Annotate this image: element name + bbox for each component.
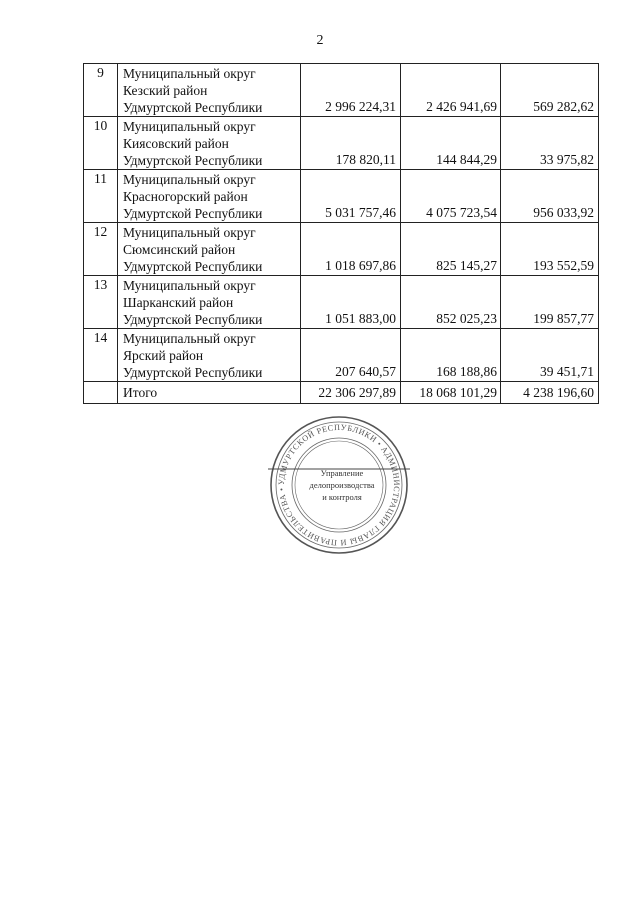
name-line: Удмуртской Республики	[123, 153, 263, 168]
name-line: Шарканский район	[123, 295, 234, 310]
stamp-line-2: делопроизводства	[309, 480, 375, 490]
row-number: 9	[84, 64, 118, 117]
name-line: Муниципальный округ	[123, 331, 256, 346]
name-line: Муниципальный округ	[123, 119, 256, 134]
table-row	[84, 276, 599, 329]
name-line: Удмуртской Республики	[123, 365, 263, 380]
value-col-3: 39 451,71	[501, 329, 599, 382]
table-row	[84, 64, 599, 117]
table-row	[84, 117, 599, 170]
row-number: 10	[84, 117, 118, 170]
value-col-2: 144 844,29	[401, 117, 501, 170]
name-line: Ярский район	[123, 348, 204, 363]
name-line: Муниципальный округ	[123, 278, 256, 293]
value-col-1: 2 996 224,31	[301, 64, 401, 117]
total-label: Итого	[118, 382, 301, 404]
municipality-name	[118, 170, 301, 223]
municipality-name	[118, 117, 301, 170]
value-col-3: 956 033,92	[501, 170, 599, 223]
table-row	[84, 329, 599, 382]
value-col-2: 825 145,27	[401, 223, 501, 276]
svg-text:УДМУРТСКОЙ РЕСПУБЛИКИ • АДМИНИ: УДМУРТСКОЙ РЕСПУБЛИКИ • АДМИНИСТРАЦИЯ ГЛАВЫ И ПРАВИТЕЛЬСТВА •	[276, 422, 402, 548]
value-col-3: 569 282,62	[501, 64, 599, 117]
name-line: Кезский район	[123, 83, 208, 98]
stamp-line-3: и контроля	[322, 492, 362, 502]
name-line: Удмуртской Республики	[123, 312, 263, 327]
value-col-3: 199 857,77	[501, 276, 599, 329]
name-line: Удмуртской Республики	[123, 259, 263, 274]
value-col-1: 207 640,57	[301, 329, 401, 382]
value-col-2: 2 426 941,69	[401, 64, 501, 117]
name-line: Муниципальный округ	[123, 66, 256, 81]
value-col-1: 5 031 757,46	[301, 170, 401, 223]
value-col-2: 852 025,23	[401, 276, 501, 329]
page-number: 2	[316, 33, 324, 48]
table-row	[84, 223, 599, 276]
value-col-2: 168 188,86	[401, 329, 501, 382]
total-row	[84, 382, 599, 404]
empty-cell	[84, 382, 118, 404]
value-col-1: 178 820,11	[301, 117, 401, 170]
value-col-1: 1 018 697,86	[301, 223, 401, 276]
stamp-seal-icon	[268, 414, 410, 556]
allocation-table	[83, 63, 599, 404]
stamp-line-1: Управление	[320, 468, 364, 478]
value-col-2: 4 075 723,54	[401, 170, 501, 223]
value-col-3: 33 975,82	[501, 117, 599, 170]
total-col-1: 22 306 297,89	[301, 382, 401, 404]
name-line: Красногорский район	[123, 189, 248, 204]
total-col-3: 4 238 196,60	[501, 382, 599, 404]
row-number: 12	[84, 223, 118, 276]
name-line: Удмуртской Республики	[123, 206, 263, 221]
value-col-3: 193 552,59	[501, 223, 599, 276]
name-line: Муниципальный округ	[123, 225, 256, 240]
name-line: Киясовский район	[123, 136, 229, 151]
official-stamp	[268, 414, 410, 556]
value-col-1: 1 051 883,00	[301, 276, 401, 329]
row-number: 14	[84, 329, 118, 382]
name-line: Удмуртской Республики	[123, 100, 263, 115]
municipality-name	[118, 329, 301, 382]
municipality-name	[118, 64, 301, 117]
row-number: 11	[84, 170, 118, 223]
municipality-name	[118, 276, 301, 329]
table-row	[84, 170, 599, 223]
name-line: Сюмсинский район	[123, 242, 236, 257]
name-line: Муниципальный округ	[123, 172, 256, 187]
row-number: 13	[84, 276, 118, 329]
total-col-2: 18 068 101,29	[401, 382, 501, 404]
municipality-name	[118, 223, 301, 276]
